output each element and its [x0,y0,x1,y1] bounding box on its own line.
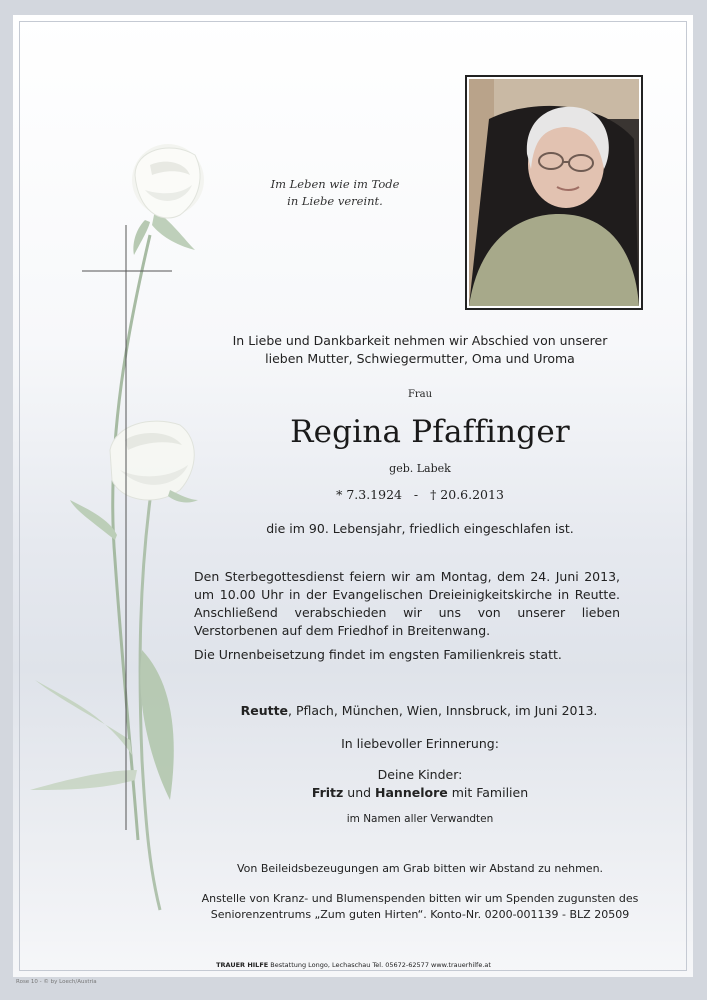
child-1: Fritz [311,785,344,800]
remembrance: In liebevoller Erinnerung: [341,736,499,751]
image-credit: Rose 10 - © by Loech/Austria [16,979,97,985]
footer-brand: TRAUER HILFE [216,961,269,969]
motto-line-2: in Liebe vereint. [287,194,383,208]
maiden-name: geb. Labek [389,462,451,475]
rose-cross-icon [20,140,220,920]
service-paragraph: Den Sterbegottesdienst feiern wir am Montag, dem 24. Juni 2013, um 10.00 Uhr in der Evangelischen Dreieinigkeitskirche in Reutte. Anschließend verabschieden wir uns von unserer lieben Verstorbenen auf dem Friedhof in Breitenwang. [194,569,620,638]
donation-note [195,891,645,923]
death-date: † 20.6.2013 [430,487,504,502]
passing-text: die im 90. Lebensjahr, friedlich eingeschlafen ist. [266,521,574,536]
children-line [215,784,625,802]
portrait-icon [469,79,639,306]
child-2: Hannelore [375,785,448,800]
intro-line-1: In Liebe und Dankbarkeit nehmen wir Abschied von unserer [232,333,608,348]
portrait-photo [465,75,643,310]
donation-line-2: Seniorenzentrums „Zum guten Hirten“. Konto-Nr. 0200-001139 - BLZ 20509 [210,908,630,921]
life-dates [290,486,550,504]
children-conj: und [343,785,376,800]
grave-note: Von Beileidsbezeugungen am Grab bitten wir Abstand zu nehmen. [236,862,604,875]
intro [215,332,625,368]
date-separator: - [413,487,419,502]
places-rest: , Pflach, München, Wien, Innsbruck, im Juni 2013. [288,703,598,718]
urn-text: Die Urnenbeisetzung findet im engsten Familienkreis statt. [194,647,562,662]
donation-line-1: Anstelle von Kranz- und Blumenspenden bitten wir um Spenden zugunsten des [201,892,639,905]
children-heading: Deine Kinder: [377,767,463,782]
salutation: Frau [407,389,433,400]
children-suffix: mit Familien [447,785,529,800]
deceased-name: Regina Pfaffinger [290,414,570,450]
relatives: im Namen aller Verwandten [346,813,494,825]
places-first: Reutte [240,703,289,718]
intro-line-2: lieben Mutter, Schwiegermutter, Oma und Uroma [265,351,575,366]
motto-line-1: Im Leben wie im Tode [270,177,400,191]
motto [260,176,410,210]
places-line [194,702,644,720]
footer-details: Bestattung Longo, Lechaschau Tel. 05672-62577 www.trauerhilfe.at [268,961,491,969]
birth-date: * 7.3.1924 [336,487,402,502]
footer [0,961,707,969]
